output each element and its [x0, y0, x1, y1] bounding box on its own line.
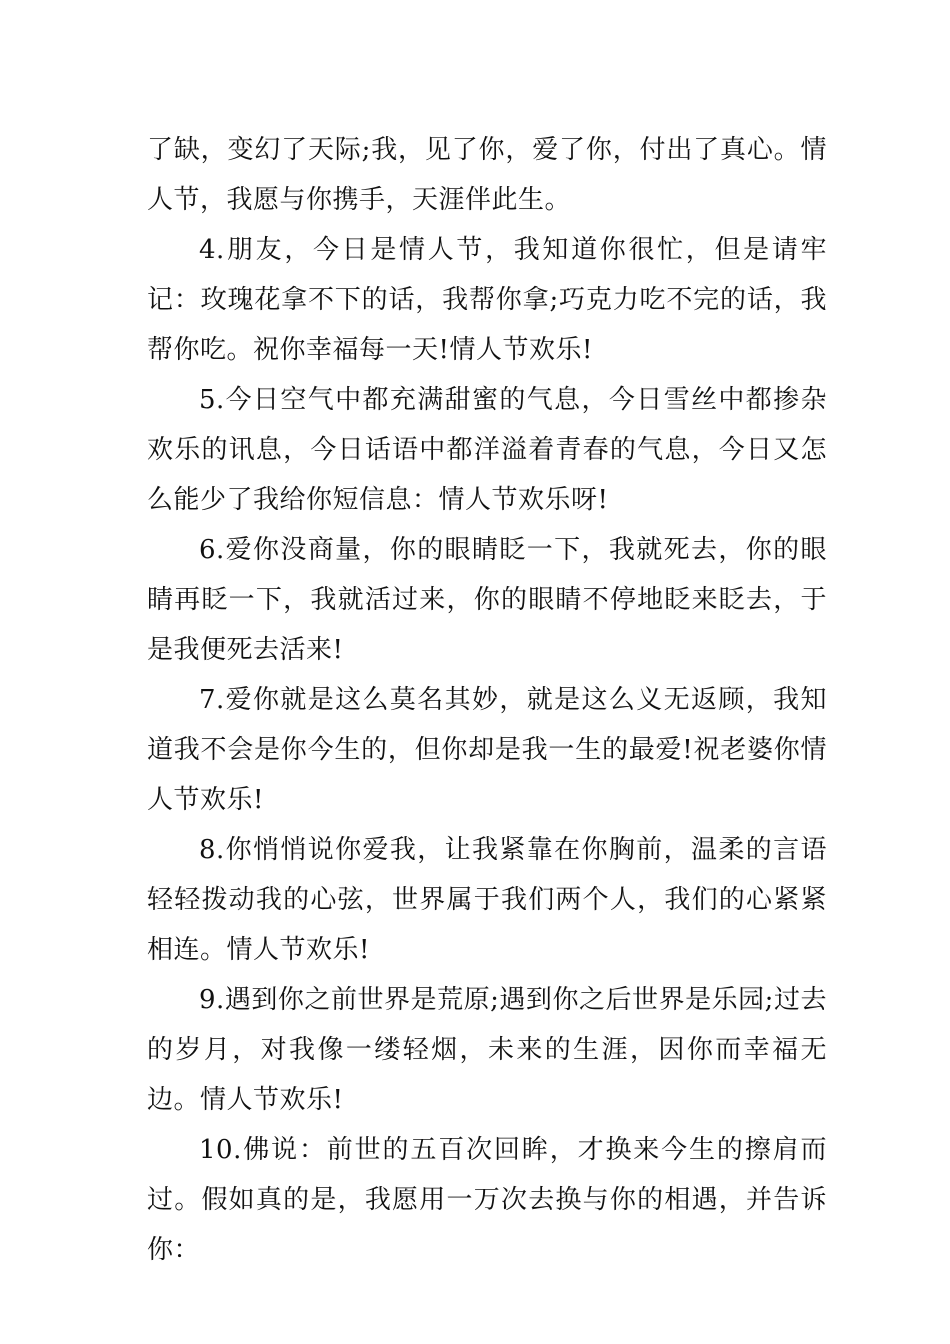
paragraph-item-4: 4.朋友，今日是情人节，我知道你很忙，但是请牢记：玫瑰花拿不下的话，我帮你拿;巧克力吃不完的话，我帮你吃。祝你幸福每一天!情人节欢乐!	[147, 235, 827, 365]
paragraph-item-10: 10.佛说：前世的五百次回眸，才换来今生的擦肩而过。假如真的是，我愿用一万次去换与你的相遇，并告诉你：	[147, 1135, 827, 1265]
paragraph-item-6: 6.爱你没商量，你的眼睛眨一下，我就死去，你的眼睛再眨一下，我就活过来，你的眼睛不停地眨来眨去，于是我便死去活来!	[147, 535, 827, 665]
paragraph-item-9: 9.遇到你之前世界是荒原;遇到你之后世界是乐园;过去的岁月，对我像一缕轻烟，未来的生涯，因你而幸福无边。情人节欢乐!	[147, 985, 827, 1115]
paragraph-item-7: 7.爱你就是这么莫名其妙，就是这么义无返顾，我知道我不会是你今生的，但你却是我一生的最爱!祝老婆你情人节欢乐!	[147, 685, 827, 815]
paragraph-item-8: 8.你悄悄说你爱我，让我紧靠在你胸前，温柔的言语轻轻拨动我的心弦，世界属于我们两个人，我们的心紧紧相连。情人节欢乐!	[147, 835, 827, 965]
paragraph-item-5: 5.今日空气中都充满甜蜜的气息，今日雪丝中都掺杂欢乐的讯息，今日话语中都洋溢着青春的气息，今日又怎么能少了我给你短信息：情人节欢乐呀!	[147, 385, 827, 515]
paragraph-continuation: 了缺，变幻了天际;我，见了你，爱了你，付出了真心。情人节，我愿与你携手，天涯伴此生。	[147, 135, 827, 215]
document-body	[147, 125, 827, 1275]
